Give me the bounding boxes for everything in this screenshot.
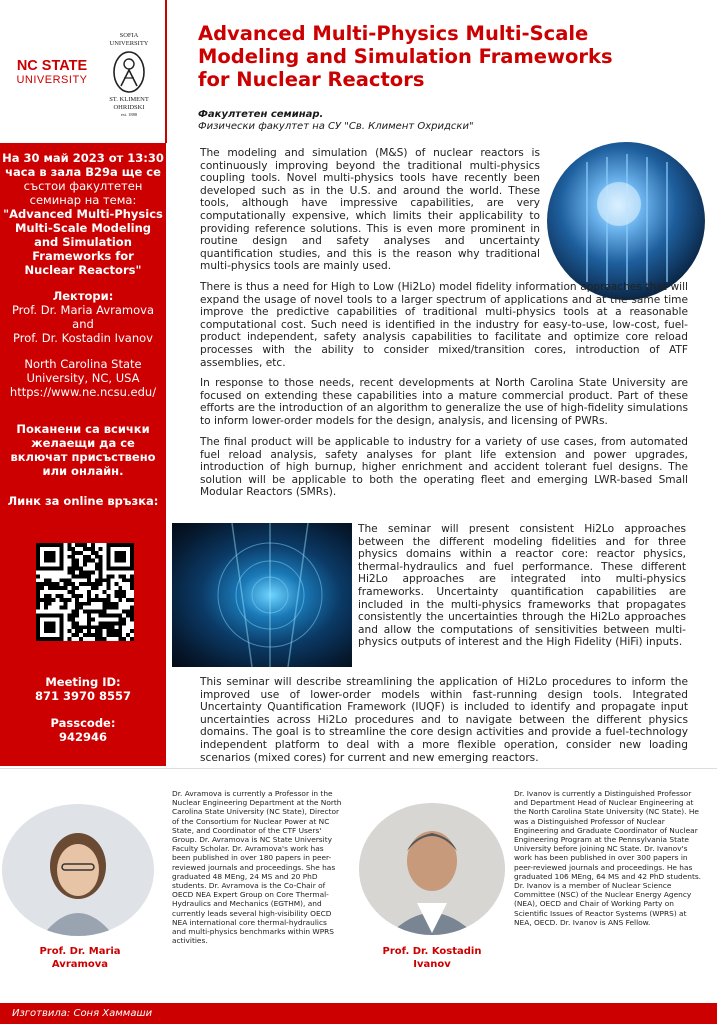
title-line2: Modeling and Simulation Frameworks — [198, 45, 613, 68]
avramova-photo — [2, 804, 154, 936]
sidebar-topic-4: Frameworks for — [32, 249, 134, 263]
avramova-portrait-icon — [2, 804, 154, 936]
footer — [0, 1003, 717, 1024]
ivanov-photo — [359, 803, 505, 935]
qr-code[interactable] — [36, 543, 134, 641]
sofia-logo-top2: UNIVERSITY — [109, 40, 149, 47]
ncstate-logo — [14, 58, 90, 87]
paragraph-1: The modeling and simulation (M&S) of nuclear reactors is continuously improving beyond the traditional multi-physics coupling tools. Novel multi-physics tools have recently been developed such as in the U.S. and around the world. These tools, although have impressive capabilities, are very computationally expensive, which limits their applicability to providing reference solutions. This is even more prominent in routine design and safety analyses and uncertainty quantification studies, and this is the reason why traditional multi-physics tools are mainly used. — [200, 147, 540, 273]
ncstate-logo-line2: UNIVERSITY — [16, 74, 88, 86]
paragraph-3: In response to those needs, recent developments at North Carolina State University are focused on extending these capabilities into a mature commercial product. Part of these efforts are the introduction of an algorithm to generalize the use of high-fidelity simulations to inform lower-order models for the design, analysis, and licensing of PWRs. — [200, 377, 688, 427]
subtitle-line1: Факултетен семинар. — [198, 109, 324, 120]
qr-code-icon — [36, 543, 134, 641]
reactor-image-middle — [172, 523, 352, 667]
title-line3: for Nuclear Reactors — [198, 68, 425, 91]
lecturer-and: and — [72, 317, 94, 331]
ncstate-logo-line1: NC STATE — [16, 58, 88, 74]
sofia-logo-top1: SOFIA — [119, 32, 139, 39]
passcode-label: Passcode: — [50, 716, 116, 730]
institution-1: North Carolina State — [24, 357, 142, 371]
meeting-id-label: Meeting ID: — [45, 675, 121, 689]
lecturers-label: Лектори: — [52, 289, 114, 303]
ivanov-name — [356, 945, 508, 971]
speakers-divider — [0, 768, 717, 769]
page-title — [198, 22, 698, 91]
sidebar-lecturers — [2, 289, 164, 345]
paragraph-6: This seminar will describe streamlining the application of Hi2Lo procedures to inform the improved use of lower-order models within fast-running design tools. Integrated Uncertainty Quantification Framework (IUQF) is included to identify and propagate input uncertainties across Hi2Lo procedures and to navigate between the different physics domains. The goal is to streamline the core design activities and provide a fuel-technology independent platform to deal with a more flexible operation, consider new loading scenarios (mixed cores) for current and new emerging reactors. — [200, 676, 688, 764]
invite-4: или онлайн. — [42, 464, 124, 478]
paragraph-5: The seminar will present consistent Hi2Lo approaches between the different modeling fidelities and for three physics domains within a reactor core: reactor physics, thermal-hydraulics and fuel performance. These different Hi2Lo approaches are integrated into multi-physics frameworks. Uncertainty quantification capabilities are included in the multi-physics frameworks that propagates consistently the uncertainties through the Hi2Lo approaches and allow the computations of sensitivities between multi-physics outputs of interest and the High Fidelity (HiFi) inputs. — [358, 523, 686, 649]
sidebar-when-1: На 30 май 2023 от 13:30 — [2, 151, 164, 165]
sidebar-topic-1: "Advanced Multi-Physics — [3, 207, 163, 221]
sidebar-when-4: семинар на тема: — [29, 193, 137, 207]
sidebar-institution — [2, 357, 164, 399]
invite-3: включат присъствено — [10, 450, 156, 464]
sidebar-meeting — [2, 675, 164, 703]
sidebar-link-label: Линк за online връзка: — [7, 494, 159, 508]
title-line1: Advanced Multi-Physics Multi-Scale — [198, 22, 589, 45]
sidebar-when-3: състои факултетен — [23, 179, 143, 193]
invite-2: желаещи да се — [31, 436, 135, 450]
invite-1: Поканени са всички — [16, 422, 150, 436]
institution-url[interactable]: https://www.ne.ncsu.edu/ — [9, 385, 157, 399]
reactor-core-icon — [547, 142, 705, 300]
subtitle — [198, 109, 698, 133]
sofia-logo-year: est. 1888 — [120, 112, 138, 117]
paragraph-2: There is thus a need for High to Low (Hi2Lo) model fidelity information approaches that will expand the usage of novel tools to a larger spectrum of applications and at the same time improve the predictive capabilities of traditional multi-physics tools at a reasonable computational cost. Such need is identified in the industry for easy-to-use, low-cost, fuel-product independent, safety analysis capabilities to facilitate and optimize core reload processes with the ability to consider mixed/transition cores, introduction of ATF assemblies, etc. — [200, 281, 688, 369]
ivanov-portrait-icon — [359, 803, 505, 935]
sofia-logo-bottom2: OHRIDSKI — [113, 104, 145, 111]
subtitle-line2: Физически факултет на СУ "Св. Климент Охридски" — [198, 121, 474, 132]
lecturer-1: Prof. Dr. Maria Avramova — [11, 303, 155, 317]
sidebar-passcode — [2, 716, 164, 744]
meeting-id-value: 871 3970 8557 — [34, 689, 132, 703]
sidebar-topic-5: Nuclear Reactors" — [24, 263, 142, 277]
sofia-logo-bottom1: ST. KLIMENT — [109, 96, 149, 103]
sofia-emblem-icon — [111, 50, 147, 94]
sidebar-topic-3: and Simulation — [34, 235, 132, 249]
ivanov-name-line1: Prof. Dr. Kostadin — [382, 946, 482, 957]
sidebar-event-info — [2, 151, 164, 277]
ivanov-name-line2: Ivanov — [413, 959, 451, 970]
sofia-university-logo — [96, 32, 162, 118]
avramova-bio: Dr. Avramova is currently a Professor in the Nuclear Engineering Department at the North Carolina State University (NC State), Director of the Consortium for Nuclear Power at NC State, and Coordinator of the CTF Users' Group. Dr. Avramova is NC State University Faculty Scholar. Dr. Avramova's work has been published in over 180 papers in peer-reviewed journals and proceedings. She has graduated 48 MEng, 24 MS and 20 PhD students. Dr. Avramova is the Co-Chair of OECD NEA Expert Group on Core Thermal-Hydraulics and Mechanics (EGTHM), and currently leads several high-visibility OECD NEA international core thermal-hydraulics and multi-physics benchmarks within WPRS activities. — [172, 789, 342, 946]
sidebar-topic-2: Multi-Scale Modeling — [14, 221, 152, 235]
avramova-name-line2: Avramova — [51, 959, 109, 970]
header-divider — [165, 0, 167, 143]
paragraph-4: The final product will be applicable to industry for a variety of use cases, from automated fuel reload analysis, safety analyses for plant life extension and power upgrades, introduction of high burnup, higher enrichment and accident tolerant fuel designs. The solution will be applicable to both the operating fleet and emerging LWR-based Small Modular Reactors (SMRs). — [200, 436, 688, 499]
avramova-name-line1: Prof. Dr. Maria — [39, 946, 121, 957]
passcode-value: 942946 — [58, 730, 107, 744]
sidebar-when-2: часа в зала B29a ще се — [5, 165, 161, 179]
lecturer-2: Prof. Dr. Kostadin Ivanov — [13, 331, 153, 345]
avramova-name — [0, 945, 160, 971]
institution-2: University, NC, USA — [26, 371, 140, 385]
ivanov-bio: Dr. Ivanov is currently a Distinguished Professor and Department Head of Nuclear Engineering at the North Carolina State University (NC State). He was a Distinguished Professor of Nuclear Engineering and Graduate Coordinator of Nuclear Engineering Program at the Pennsylvania State University before joining NC State. Dr. Ivanov's work has been published in over 300 papers in peer-reviewed journals and proceedings. He has graduated 106 MEng, 64 MS and 42 PhD students. Dr. Ivanov is a member of Nuclear Science Committee (NSC) of the Nuclear Energy Agency (NEA), OECD and Chair of Working Party on Scientific Issues of Reactor Systems (WPRS) at NEA, OECD. Dr. Ivanov is ANS Fellow. — [514, 789, 702, 927]
reactor-pool-icon — [172, 523, 352, 667]
sidebar-invite — [2, 422, 164, 478]
reactor-image-top — [547, 142, 705, 300]
footer-text: Изготвила: Соня Хаммаши — [12, 1008, 153, 1019]
